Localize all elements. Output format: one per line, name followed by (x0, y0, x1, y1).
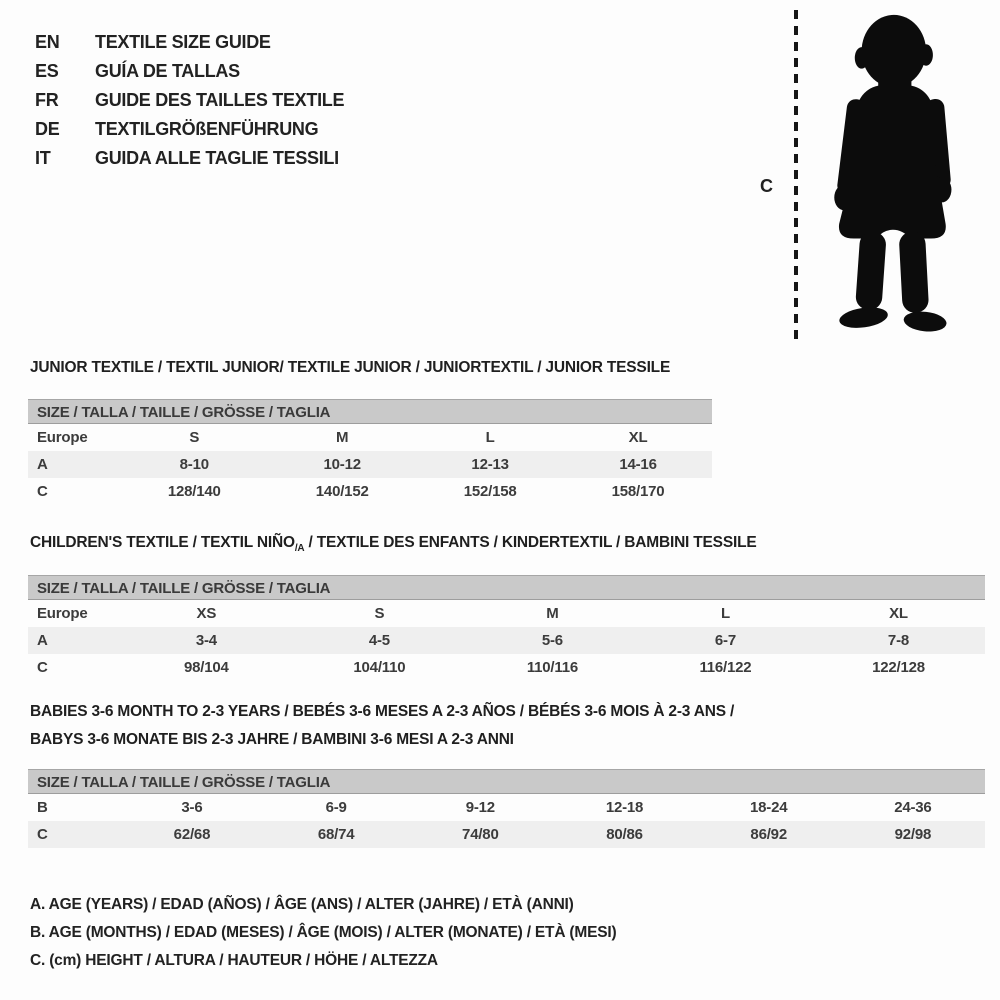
size-cell: 110/116 (526, 659, 578, 676)
lang-row-it (35, 144, 344, 173)
size-cell: 6-9 (325, 799, 347, 816)
size-cell: 140/152 (315, 483, 369, 500)
junior-size-table (28, 399, 712, 505)
row-label: Europe (37, 605, 88, 622)
junior-row-height (28, 478, 712, 505)
size-cell: 5-6 (541, 632, 563, 649)
babies-row-age-months (28, 794, 985, 821)
lang-row-fr (35, 86, 344, 115)
size-cell: 104/110 (353, 659, 406, 676)
size-cell: M (546, 605, 559, 622)
size-cell: 18-24 (750, 799, 788, 816)
height-label-c: C (760, 176, 773, 196)
size-cell: 86/92 (750, 826, 787, 843)
children-title-text: CHILDREN'S TEXTILE / TEXTIL NIÑO (30, 534, 295, 551)
lang-title-en: TEXTILE SIZE GUIDE (95, 32, 271, 52)
size-cell: 122/128 (872, 659, 925, 676)
babies-section-title-line2: BABYS 3-6 MONATE BIS 2-3 JAHRE / BAMBINI 3-6 MESI A 2-3 ANNI (30, 731, 514, 748)
lang-title-es: GUÍA DE TALLAS (95, 61, 240, 81)
toddler-silhouette (804, 6, 970, 350)
size-cell: 158/170 (611, 483, 665, 500)
row-label: Europe (37, 429, 88, 446)
row-label: C (37, 659, 48, 676)
size-cell: XL (889, 605, 908, 622)
junior-section-title: JUNIOR TEXTILE / TEXTIL JUNIOR/ TEXTILE JUNIOR / JUNIORTEXTIL / JUNIOR TESSILE (30, 359, 671, 376)
size-cell: 116/122 (699, 659, 752, 676)
size-cell: 24-36 (894, 799, 932, 816)
size-cell: 92/98 (894, 826, 932, 843)
row-label: B (37, 799, 48, 816)
note-b: B. AGE (MONTHS) / EDAD (MESES) / ÂGE (MOIS) / ALTER (MONATE) / ETÀ (MESI) (30, 924, 617, 941)
size-cell: 14-16 (619, 456, 657, 473)
babies-section-title-line1: BABIES 3-6 MONTH TO 2-3 YEARS / BEBÉS 3-6 MESES A 2-3 AÑOS / BÉBÉS 3-6 MOIS À 2-3 ANS / (30, 703, 735, 720)
junior-row-europe (28, 424, 712, 451)
size-cell: S (374, 605, 385, 622)
row-label: C (37, 483, 48, 500)
children-title-rest: / TEXTILE DES ENFANTS / KINDERTEXTIL / BAMBINI TESSILE (304, 534, 757, 551)
junior-size-header-bar: SIZE / TALLA / TAILLE / GRÖSSE / TAGLIA (28, 399, 712, 424)
size-cell: 7-8 (887, 632, 910, 649)
babies-size-table (28, 769, 985, 848)
size-cell: 12-13 (471, 456, 509, 473)
size-cell: L (485, 429, 495, 446)
size-cell: 128/140 (167, 483, 221, 500)
lang-code-fr: FR (35, 90, 59, 110)
babies-size-header-bar: SIZE / TALLA / TAILLE / GRÖSSE / TAGLIA (28, 769, 985, 794)
lang-row-de (35, 115, 344, 144)
size-cell: 9-12 (465, 799, 495, 816)
children-section-title (30, 534, 756, 554)
lang-row-es (35, 57, 344, 86)
height-measure-figure (752, 4, 972, 352)
size-cell: 6-7 (714, 632, 736, 649)
size-cell: 152/158 (463, 483, 517, 500)
size-cell: 3-6 (181, 799, 203, 816)
lang-title-fr: GUIDE DES TAILLES TEXTILE (95, 90, 345, 110)
babies-row-height (28, 821, 985, 848)
size-cell: 4-5 (368, 632, 390, 649)
children-title-sub: /A (294, 543, 305, 555)
size-cell: 10-12 (323, 456, 361, 473)
size-cell: 80/86 (606, 826, 643, 843)
note-c: C. (cm) HEIGHT / ALTURA / HAUTEUR / HÖHE / ALTEZZA (30, 952, 438, 969)
legend-notes (30, 891, 616, 975)
lang-code-it: IT (35, 148, 51, 168)
junior-row-age (28, 451, 712, 478)
children-row-europe (28, 600, 985, 627)
lang-title-it: GUIDA ALLE TAGLIE TESSILI (95, 148, 339, 168)
row-label: A (37, 456, 48, 473)
size-cell: 68/74 (317, 826, 355, 843)
size-cell: S (189, 429, 200, 446)
size-cell: 8-10 (179, 456, 209, 473)
lang-code-de: DE (35, 119, 60, 139)
row-label: A (37, 632, 48, 649)
lang-code-en: EN (35, 32, 60, 52)
lang-title-de: TEXTILGRÖßENFÜHRUNG (95, 119, 319, 139)
size-cell: M (336, 429, 349, 446)
size-cell: 3-4 (195, 632, 217, 649)
size-cell: XS (196, 605, 217, 622)
children-row-height (28, 654, 985, 681)
size-cell: 12-18 (605, 799, 644, 816)
children-row-age (28, 627, 985, 654)
size-cell: 62/68 (173, 826, 211, 843)
children-size-table (28, 575, 985, 681)
children-size-header-bar: SIZE / TALLA / TAILLE / GRÖSSE / TAGLIA (28, 575, 985, 600)
size-cell: XL (628, 429, 648, 446)
lang-code-es: ES (35, 61, 59, 81)
height-dashed-line (794, 10, 798, 344)
size-cell: 74/80 (462, 826, 499, 843)
size-cell: 98/104 (184, 659, 229, 676)
row-label: C (37, 826, 48, 843)
size-cell: L (720, 605, 730, 622)
language-title-list (35, 28, 344, 173)
note-a: A. AGE (YEARS) / EDAD (AÑOS) / ÂGE (ANS) / ALTER (JAHRE) / ETÀ (ANNI) (30, 896, 574, 913)
lang-row-en (35, 28, 344, 57)
